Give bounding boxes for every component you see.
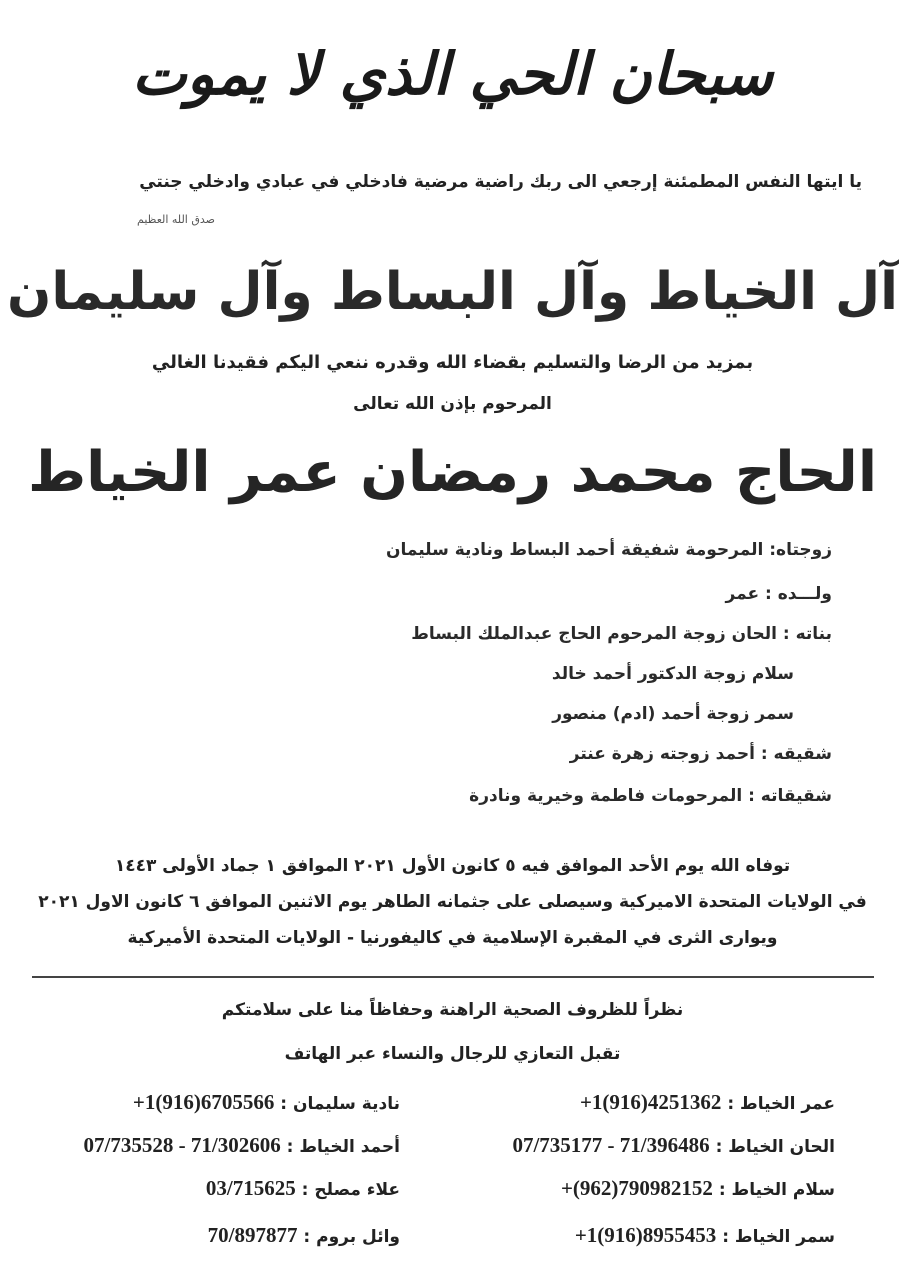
contact-phone: 07/735177 - 71/396486 bbox=[512, 1133, 710, 1157]
relatives-son: ولـــده : عمر bbox=[725, 584, 832, 604]
contact-name: وائل بروم : bbox=[303, 1227, 400, 1247]
contact-phone: +1(916)6705566 bbox=[132, 1090, 275, 1114]
contact-phone: 03/715625 bbox=[205, 1176, 296, 1200]
contact-phone: +1(916)8955453 bbox=[574, 1223, 717, 1247]
announcement-line-1: بمزيد من الرضا والتسليم بقضاء الله وقدره ننعي اليكم فقيدنا الغالي bbox=[151, 352, 754, 373]
contact-entry bbox=[208, 1223, 400, 1248]
header-calligraphy: سبحان الحي الذي لا يموت bbox=[131, 40, 774, 108]
families-heading: آل الخياط وآل البساط وآل سليمان bbox=[7, 262, 898, 322]
condolence-notice-line-1: نظراً للظروف الصحية الراهنة وحفاظاً منا على سلامتكم bbox=[221, 1000, 684, 1020]
section-divider bbox=[32, 976, 874, 978]
death-notice-line-2: في الولايات المتحدة الاميركية وسيصلى على جثمانه الطاهر يوم الاثنين الموافق ٦ كانون الاول ٢٠٢١ bbox=[38, 892, 867, 912]
contact-name: علاء مصلح : bbox=[301, 1180, 400, 1200]
contact-name: الحان الخياط : bbox=[715, 1137, 835, 1157]
contact-name: أحمد الخياط : bbox=[286, 1137, 400, 1157]
deceased-name: الحاج محمد رمضان عمر الخياط bbox=[27, 440, 878, 505]
contact-phone: 07/735528 - 71/302606 bbox=[83, 1133, 281, 1157]
contact-entry bbox=[84, 1133, 400, 1158]
contact-entry bbox=[206, 1176, 400, 1201]
verse-signature: صدق الله العظيم bbox=[137, 213, 215, 226]
relatives-sisters: شقيقاته : المرحومات فاطمة وخيرية ونادرة bbox=[469, 786, 832, 806]
contact-name: سلام الخياط : bbox=[718, 1180, 835, 1200]
death-notice-line-3: ويوارى الثرى في المقبرة الإسلامية في كاليفورنيا - الولايات المتحدة الأميركية bbox=[127, 928, 778, 948]
contact-phone: +1(916)4251362 bbox=[579, 1090, 722, 1114]
contact-entry bbox=[575, 1223, 835, 1248]
contact-name: نادية سليمان : bbox=[280, 1094, 400, 1114]
condolence-notice-line-2: تقبل التعازي للرجال والنساء عبر الهاتف bbox=[284, 1044, 621, 1064]
relatives-daughters: بناته : الحان زوجة المرحوم الحاج عبدالملك البساط bbox=[411, 624, 832, 644]
contact-entry bbox=[133, 1090, 400, 1115]
death-notice-line-1: توفاه الله يوم الأحد الموافق فيه ٥ كانون الأول ٢٠٢١ الموافق ١ جماد الأولى ١٤٤٣ bbox=[114, 856, 791, 876]
relatives-brother: شقيقه : أحمد زوجته زهرة عنتر bbox=[569, 744, 832, 764]
contact-phone: 70/897877 bbox=[207, 1223, 298, 1247]
quran-verse: يا ايتها النفس المطمئنة إرجعي الى ربك راضية مرضية فادخلي في عبادي وادخلي جنتي bbox=[139, 172, 862, 192]
contact-phone: +(962)790982152 bbox=[560, 1176, 713, 1200]
contact-entry bbox=[512, 1133, 835, 1158]
contact-name: عمر الخياط : bbox=[727, 1094, 835, 1114]
relatives-wives: زوجتاه: المرحومة شفيقة أحمد البساط ونادية سليمان bbox=[385, 540, 832, 560]
announcement-line-2: المرحوم بإذن الله تعالى bbox=[353, 394, 552, 414]
contact-name: سمر الخياط : bbox=[722, 1227, 835, 1247]
contact-entry bbox=[580, 1090, 835, 1115]
relatives-daughter-3: سمر زوجة أحمد (ادم) منصور bbox=[552, 704, 794, 724]
relatives-daughter-2: سلام زوجة الدكتور أحمد خالد bbox=[551, 664, 794, 684]
contact-entry bbox=[561, 1176, 835, 1201]
